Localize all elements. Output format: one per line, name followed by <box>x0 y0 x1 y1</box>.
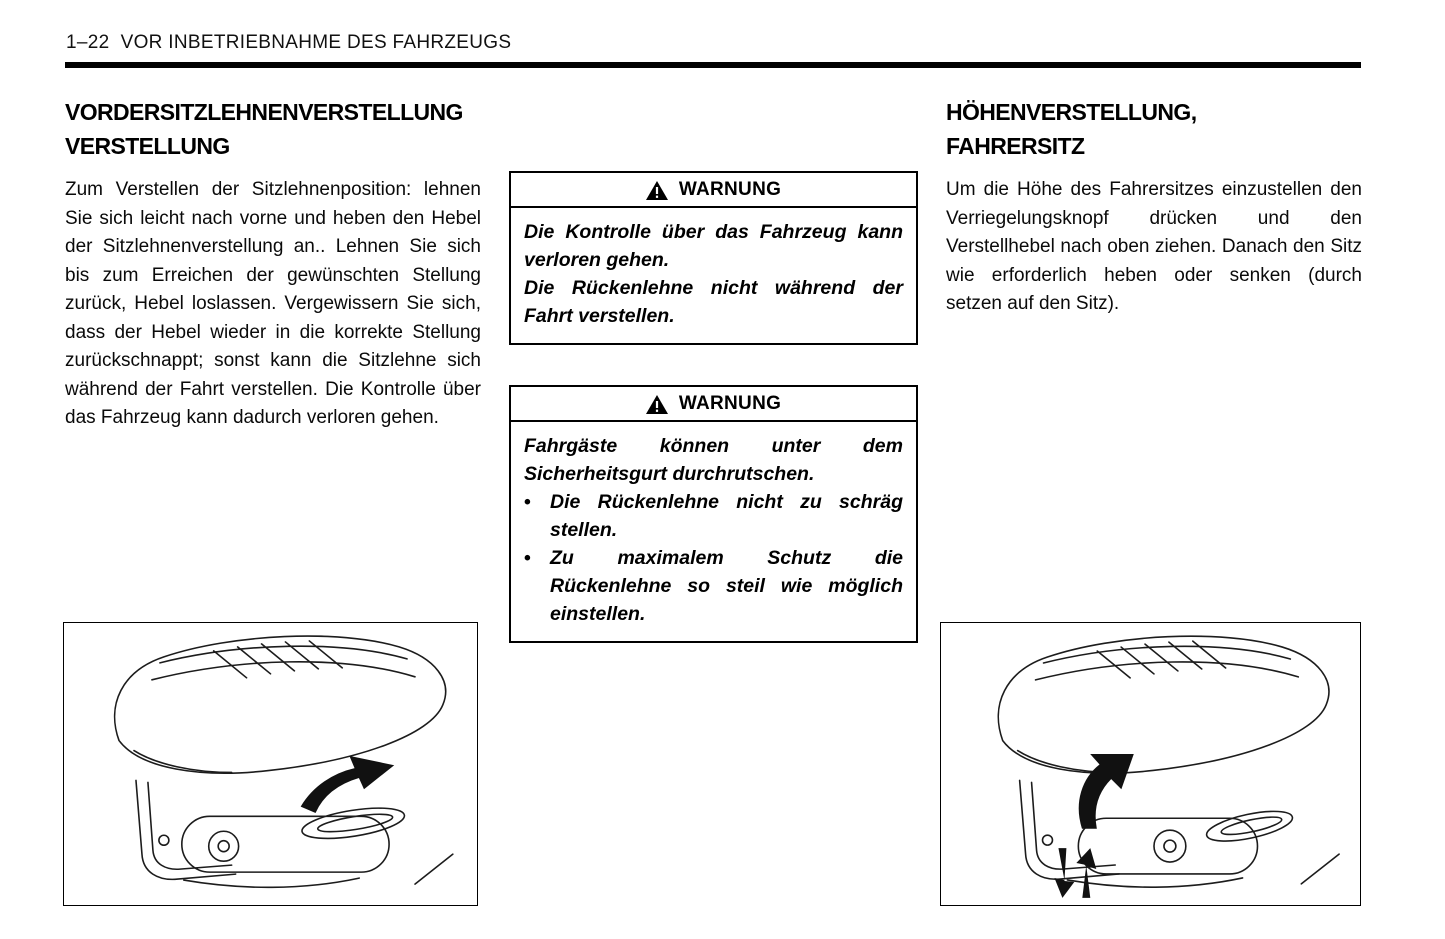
warning-1-body <box>511 208 916 343</box>
warning-box-1 <box>509 171 918 345</box>
warning-2-bullet-1-text: • Die Rückenlehne nicht zu schräg stellen. <box>550 491 903 541</box>
warning-2-body <box>511 422 916 641</box>
left-column <box>65 95 481 433</box>
seat-down-arrow-icon <box>1054 848 1074 898</box>
warning-2-title: WARNUNG <box>678 393 782 414</box>
page-header: 1–22 VOR INBETRIEBNAHME DES FAHRZEUGS <box>66 32 512 53</box>
right-body-text: Um die Höhe des Fahrersitzes einzustellen den Verriegelungsknopf drücken und den Verstellhebel nach oben ziehen. Danach den Sitz wie erforderlich heben oder senken (durch setzen auf den Sitz). <box>946 179 1362 314</box>
warning-triangle-icon <box>646 395 668 414</box>
seat-recline-illustration <box>64 623 477 905</box>
right-heading-line2: FAHRERSITZ <box>946 133 1085 159</box>
warning-2-bullet-1 <box>524 488 903 544</box>
middle-column <box>509 171 918 683</box>
warning-1-line2: Die Rückenlehne nicht während der Fahrt verstellen. <box>524 277 903 327</box>
warning-2-bullet-2 <box>524 544 903 628</box>
warning-triangle-icon <box>646 181 668 200</box>
recline-arrow-icon <box>301 757 393 813</box>
lever-up-arrow-icon <box>1079 755 1133 829</box>
left-heading-line2: VERSTELLUNG <box>65 133 230 159</box>
warning-box-2 <box>509 385 918 643</box>
warning-box-1-header <box>511 173 916 208</box>
left-heading-line1: VORDERSITZLEHNENVERSTELLUNG <box>65 99 463 125</box>
left-body-text: Zum Verstellen der Sitzlehnenposition: lehnen Sie sich leicht nach vorne und heben den Hebel der Sitzlehnenverstellung an.. Lehnen Sie sich bis zum Erreichen der gewünschten Stellung zurück, Hebel loslassen. Vergewissern Sie sich, dass der Hebel wieder in die korrekte Stellung zurückschnappt; sonst kann die Sitzlehne sich während der Fahrt verstellen. Die Kontrolle über das Fahrzeug kann dadurch verloren gehen. <box>65 179 481 428</box>
warning-1-title: WARNUNG <box>678 179 782 200</box>
warning-box-2-header <box>511 387 916 422</box>
warning-2-bullet-2-text: • Zu maximalem Schutz die Rückenlehne so steil wie möglich einstellen. <box>550 547 903 625</box>
right-column <box>946 95 1362 319</box>
header-rule <box>65 62 1361 68</box>
warning-2-intro: Fahrgäste können unter dem Sicherheitsgurt durchrutschen. <box>524 435 903 485</box>
figure-seat-height <box>940 622 1361 906</box>
right-heading-line1: HÖHENVERSTELLUNG, <box>946 99 1197 125</box>
figure-seat-recline <box>63 622 478 906</box>
warning-1-line1: Die Kontrolle über das Fahrzeug kann verloren gehen. <box>524 221 903 271</box>
seat-height-illustration <box>941 623 1360 905</box>
